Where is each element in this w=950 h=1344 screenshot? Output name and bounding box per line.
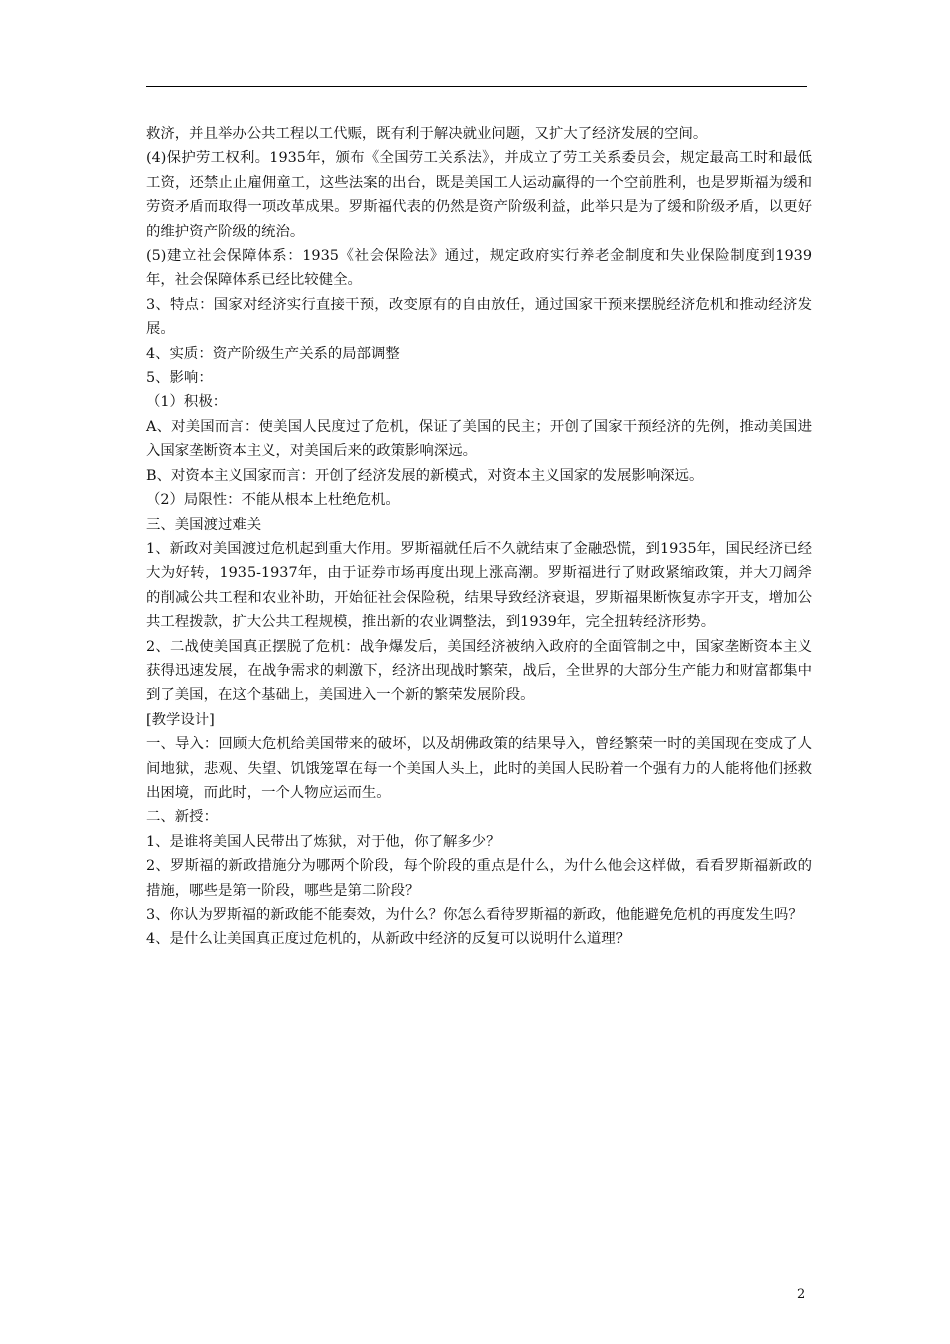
- question-item: 2、罗斯福的新政措施分为哪两个阶段，每个阶段的重点是什么，为什么他会这样做，看看罗斯福新政的措施，哪些是第一阶段，哪些是第二阶段？: [146, 858, 812, 899]
- paragraph: B、对资本主义国家而言：开创了经济发展的新模式，对资本主义国家的发展影响深远。: [146, 467, 704, 484]
- question-item: 4、是什么让美国真正度过危机的，从新政中经济的反复可以说明什么道理？: [146, 931, 631, 948]
- paragraph: (4)保护劳工权利。1935年，颁布《全国劳工关系法》，并成立了劳工关系委员会，规定最高工时和最低工资，还禁止止雇佣童工，这些法案的出台，既是美国工人运动赢得的一个空前胜利，也是罗斯福为缓和劳资矛盾而取得一项改革成果。罗斯福代表的仍然是资产阶级利益，此举只是为了缓和阶级矛盾，以更好的维护资产阶级的统治。: [146, 150, 812, 240]
- paragraph: 救济，并且举办公共工程以工代赈，既有利于解决就业问题，又扩大了经济发展的空间。: [146, 126, 708, 142]
- paragraph: (5)建立社会保障体系：1935《社会保险法》通过，规定政府实行养老金制度和失业保险制度到1939年，社会保障体系已经比较健全。: [146, 248, 812, 289]
- section-heading: 三、美国渡过难关: [146, 516, 262, 533]
- section-heading: 二、新授：: [146, 809, 218, 826]
- section-heading: [教学设计]: [146, 711, 215, 728]
- document-body: [146, 122, 812, 952]
- paragraph: 4、实质：资产阶级生产关系的局部调整: [146, 345, 400, 362]
- paragraph: A、对美国而言：使美国人民度过了危机，保证了美国的民主；开创了国家干预经济的先例，推动美国进入国家垄断资本主义，对美国后来的政策影响深远。: [146, 418, 812, 460]
- page-number: 2: [797, 1287, 806, 1302]
- paragraph: （2）局限性：不能从根本上杜绝危机。: [146, 492, 400, 509]
- paragraph: 3、特点：国家对经济实行直接干预，改变原有的自由放任，通过国家干预来摆脱经济危机和推动经济发展。: [146, 296, 812, 338]
- question-item: 3、你认为罗斯福的新政能不能奏效，为什么？你怎么看待罗斯福的新政，他能避免危机的再度发生吗？: [146, 907, 803, 923]
- question-item: 1、是谁将美国人民带出了炼狱，对于他，你了解多少？: [146, 833, 501, 850]
- paragraph: 5、影响：: [146, 370, 213, 387]
- paragraph: （1）积极：: [146, 394, 228, 411]
- paragraph: 2、二战使美国真正摆脱了危机：战争爆发后，美国经济被纳入政府的全面管制之中，国家垄断资本主义获得迅速发展，在战争需求的刺激下，经济出现战时繁荣，战后，全世界的大部分生产能力和财富都集中到了美国，在这个基础上，美国进入一个新的繁荣发展阶段。: [146, 638, 812, 704]
- paragraph: 一、导入：回顾大危机给美国带来的破坏，以及胡佛政策的结果导入，曾经繁荣一时的美国现在变成了人间地狱，悲观、失望、饥饿笼罩在每一个美国人头上，此时的美国人民盼着一个强有力的人能将他们拯救出困境，而此时，一个人物应运而生。: [146, 736, 812, 801]
- header-rule: [146, 86, 807, 87]
- paragraph: 1、新政对美国渡过危机起到重大作用。罗斯福就任后不久就结束了金融恐慌，到1935年，国民经济已经大为好转，1935-1937年，由于证券市场再度出现上涨高潮。罗斯福进行了财政紧缩政策，并大刀阔斧的削减公共工程和农业补助，开始征社会保险税，结果导致经济衰退，罗斯福果断恢复赤字开支，增加公共工程拨款，扩大公共工程规模，推出新的农业调整法，到1939年，完全扭转经济形势。: [146, 540, 812, 631]
